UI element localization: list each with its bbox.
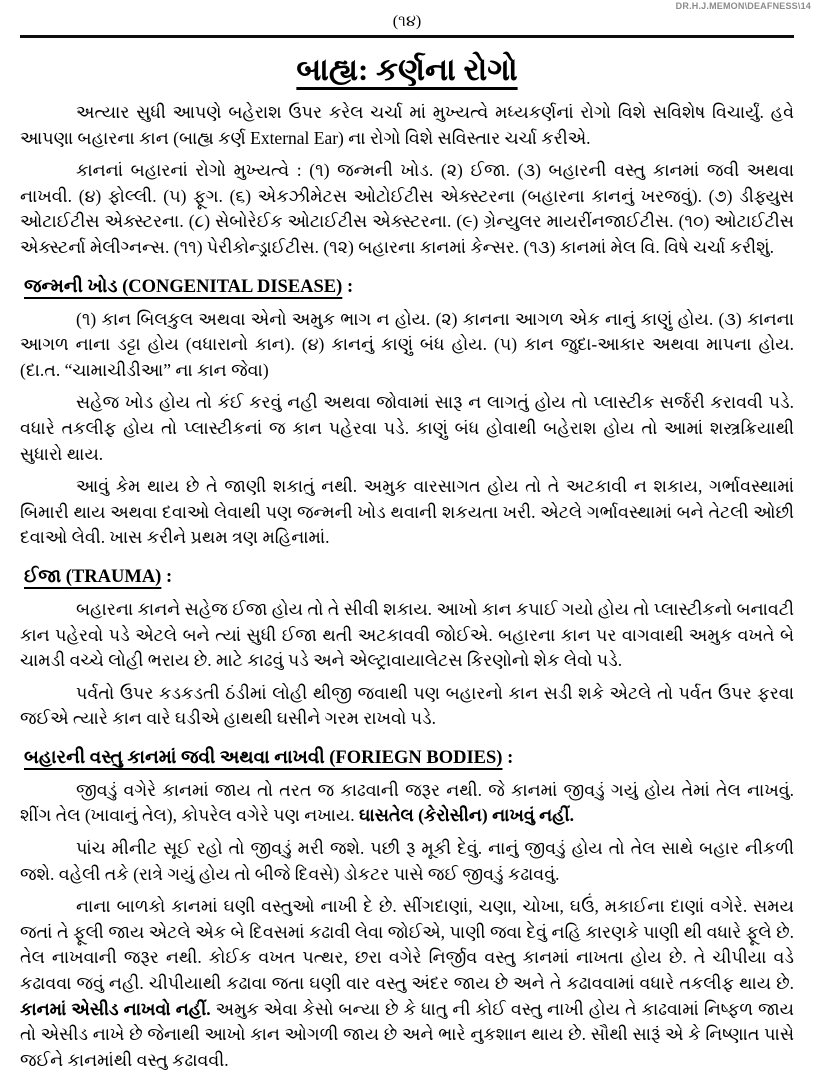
congenital-paragraph-2: સહેજ ખોડ હોય તો કંઈ કરવું નહી અથવા જોવામાં સારૂ ન લાગતું હોય તો પ્લાસ્ટીક સર્જરી કરાવવી પડે. વધારે તકલીફ હોય તો પ્લાસ્ટીકનાં જ કાન પહેરવા પડે. કાણું બંધ હોવાથી બહેરાશ હોય તો આમાં શસ્ત્રક્રિયાથી સુધારો થાય. [20, 392, 794, 464]
section-heading-trauma [24, 565, 794, 589]
header-rule [20, 35, 794, 38]
foreign-paragraph-3-text-b: અમુક એવા કેસો બન્યા છે કે ધાતુ ની કોઈ વસ્તુ નાખી હોય તે કાઢવામાં નિષ્ફળ જાય તો એસીડ નાખે છે જેનાથી આખો કાન ઓગળી જાય છે અને ભારે નુકશાન થાય છે. સૌથી સારૂં એ કે નિષ્ણાત પાસે જઈને કાનમાંથી વસ્તુ કઢાવવી. [20, 998, 794, 1070]
foreign-paragraph-1-text: જીવડું વગેરે કાનમાં જાય તો તરત જ કાઢવાની જરૂર નથી. જે કાનમાં જીવડું ગયું હોય તેમાં તેલ નાખવું. શીંગ તેલ (ખાવાનું તેલ), કોપરેલ વગેરે પણ નખાય. [20, 779, 794, 826]
section-heading-trauma-colon: : [161, 566, 173, 587]
page-title-text: બાહ્ય: કર્ણના રોગો [296, 52, 518, 87]
trauma-paragraph-1: બહારના કાનને સહેજ ઈજા હોય તો તે સીવી શકાય. આખો કાન કપાઈ ગયો હોય તો પ્લાસ્ટીકનો બનાવટી કાન પહેરવો પડે એટલે બને ત્યાં સુધી ઈજા થતી અટકાવવી જોઈએ. બહારના કાન પર વાગવાથી અમુક વખતે બે ચામડી વચ્ચે લોહી ભરાય છે. માટે કાઢવું પડે અને એલ્ટ્રાવાયાલેટસ કિરણોનો શેક લેવો પડે. [20, 598, 794, 671]
congenital-paragraph-1: (૧) કાન બિલકુલ અથવા એનો અમુક ભાગ ન હોય. (૨) કાનના આગળ એક નાનું કાણું હોય. (૩) કાનના આગળ નાના ડટ્ટા હોય (વધારાનો કાન). (૪) કાનનું કાણું બંધ હોય. (૫) કાન જુદા-આકાર અથવા માપના હોય. (દા.ત. “ચામાચીડીઆ” ના કાન જેવા) [20, 308, 794, 380]
foreign-paragraph-3 [20, 894, 794, 1073]
intro-paragraph-2-disease-list: કાનનાં બહારનાં રોગો મુખ્યત્વે : (૧) જન્મની ખોડ. (૨) ઈજા. (૩) બહારની વસ્તુ કાનમાં જવી અથવા નાખવી. (૪) ફોલ્લી. (૫) ફૂગ. (૬) એકઝીમેટસ ઓટોઈટીસ એક્સ્ટરના (બહારના કાનનું ખરજવું). (૭) ડીફ્યુસ ઓટાઈટીસ એક્સ્ટરના. (૮) સેબોરેઈક ઓટાઈટીસ એક્સ્ટરના. (૯) ગ્રેન્યુલર માયરીંનજાઈટીસ. (૧૦) ઓટાઈટીસ એક્સ્ટર્ના મેલીગ્નન્સ. (૧૧) પેરીકોન્ડ્રાઈટીસ. (૧૨) બહારના કાનમાં કેન્સર. (૧૩) કાનમાં મેલ વિ. વિષે ચર્ચા કરીશું. [20, 160, 794, 257]
trauma-paragraph-2: પર્વતો ઉપર કડકડતી ઠંડીમાં લોહી થીજી જવાથી પણ બહારનો કાન સડી શકે એટલે તો પર્વત ઉપર ફરવા જઈએ ત્યારે કાન વારે ઘડીએ હાથથી ઘસીને ગરમ રાખવો પડે. [20, 682, 794, 729]
section-heading-foreign-bodies [24, 746, 794, 770]
page-title [20, 50, 794, 90]
section-heading-foreign-colon: : [502, 747, 514, 768]
foreign-paragraph-1 [20, 778, 794, 829]
section-heading-congenital-colon: : [342, 276, 354, 297]
section-heading-congenital-disease [24, 275, 794, 299]
page-number: (૧૪) [392, 13, 422, 30]
section-heading-foreign-text: બહારની વસ્તુ કાનમાં જવી અથવા નાખવી (FORIEGN BODIES) [24, 747, 503, 768]
foreign-paragraph-3-text-a: નાના બાળકો કાનમાં ઘણી વસ્તુઓ નાખી દે છે. સીંગદાણાં, ચણા, ચોખા, ઘઉં, મકાઈના દાણાં વગેરે. સમય જતાં તે ફૂલી જાય એટલે એક બે દિવસમાં કઢાવી લેવા જોઈએ, પાણી જવા દેવું નહિ કારણકે પાણી થી વધારે ફૂલે છે. તેલ નાખવાની જરૂર નથી. કોઈક વખત પત્થર, છરા વગેરે નિર્જીવ વસ્તુ કાનમાં નાખતા હોય છે. તે ચીપીયા વડે કઢાવવા જવું નહી. ચીપીયાથી કઢાવા જતા ઘણી વાર વસ્તુ અંદર જાય છે અને તે કઢાવવામાં વધારે તકલીફ થાય છે. [20, 896, 794, 994]
congenital-paragraph-3: આવું કેમ થાય છે તે જાણી શકાતું નથી. અમુક વારસાગત હોય તો તે અટકાવી ન શકાય, ગર્ભાવસ્થામાં બિમારી થાય અથવા દવાઓ લેવાથી પણ જન્મની ખોડ થવાની શકયતા ખરી. એટલે ગર્ભાવસ્થામાં બને તેટલી ઓછી દવાઓ લેવી. ખાસ કરીને પ્રથમ ત્રણ મહિનામાં. [20, 476, 794, 548]
section-heading-congenital-text: જન્મની ખોડ (CONGENITAL DISEASE) [24, 276, 343, 297]
document-reference: DR.H.J.MEMON\DEAFNESS\14 [675, 1, 811, 11]
foreign-paragraph-1-warning: ઘાસતેલ (કેરોસીન) નાખવું નહીં. [359, 805, 574, 826]
section-heading-trauma-text: ઈજા (TRAUMA) [24, 566, 162, 587]
foreign-paragraph-3-warning: કાનમાં એસીડ નાખવો નહીં. [20, 998, 211, 1019]
foreign-paragraph-2: પાંચ મીનીટ સૂઈ રહો તો જીવડું મરી જશે. પછી રૂ મૂકી દેવું. નાનું જીવડું હોય તો તેલ સાથે બહાર નીકળી જશે. વહેલી તકે (રાત્રે ગયું હોય તો બીજે દિવસે) ડોકટર પાસે જઈ જીવડું કઢાવવું. [20, 838, 794, 884]
intro-paragraph-1: અત્યાર સુધી આપણે બહેરાશ ઉપર કરેલ ચર્ચા માં મુખ્યત્વે મધ્યકર્ણનાં રોગો વિશે સવિશેષ વિચાર્યું. હવે આપણા બહારના કાન (બાહ્ય કર્ણ External Ear) ના રોગો વિશે સવિસ્તાર ચર્ચા કરીએ. [20, 102, 794, 148]
